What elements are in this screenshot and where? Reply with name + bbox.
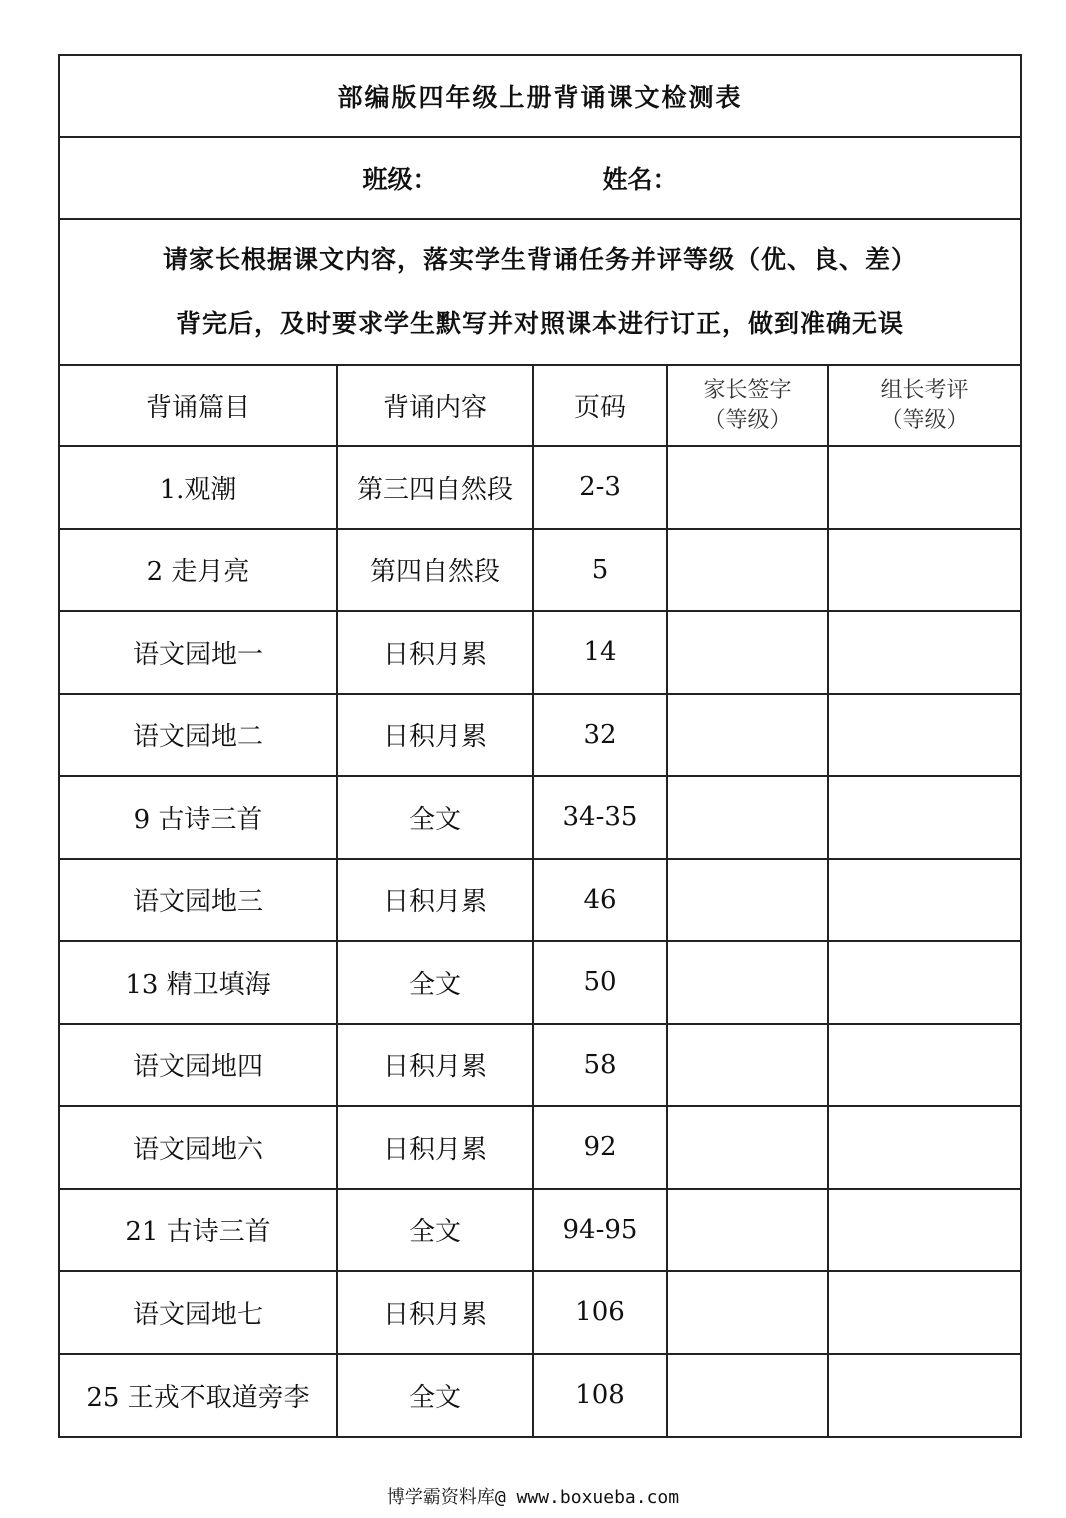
cell-page: 108 (533, 1354, 667, 1437)
table-row (60, 776, 1020, 859)
cell-page: 14 (533, 611, 667, 694)
cell-parent-signature[interactable] (667, 1106, 828, 1189)
cell-title: 21 古诗三首 (60, 1189, 337, 1272)
cell-leader-evaluation[interactable] (828, 529, 1020, 612)
cell-page: 34-35 (533, 776, 667, 859)
cell-page: 94-95 (533, 1189, 667, 1272)
cell-content: 全文 (337, 1189, 533, 1272)
cell-leader-evaluation[interactable] (828, 1024, 1020, 1107)
student-info-row (60, 138, 1020, 220)
cell-title: 语文园地三 (60, 859, 337, 942)
cell-title: 1.观潮 (60, 446, 337, 529)
cell-title: 语文园地二 (60, 694, 337, 777)
table-row (60, 694, 1020, 777)
cell-content: 日积月累 (337, 611, 533, 694)
class-label: 班级： (362, 165, 438, 194)
header-parent-signature (667, 366, 828, 446)
cell-page: 50 (533, 941, 667, 1024)
cell-page: 46 (533, 859, 667, 942)
header-leader-evaluation (828, 366, 1020, 446)
cell-parent-signature[interactable] (667, 1189, 828, 1272)
cell-parent-signature[interactable] (667, 776, 828, 859)
cell-parent-signature[interactable] (667, 1354, 828, 1437)
cell-parent-signature[interactable] (667, 1271, 828, 1354)
header-leader-sub: （等级） (880, 407, 969, 433)
recitation-table (60, 366, 1020, 1436)
cell-title: 9 古诗三首 (60, 776, 337, 859)
cell-page: 32 (533, 694, 667, 777)
cell-title: 2 走月亮 (60, 529, 337, 612)
notice-line-2: 背完后，及时要求学生默写并对照课本进行订正，做到准确无误 (175, 309, 904, 338)
cell-leader-evaluation[interactable] (828, 859, 1020, 942)
cell-content: 全文 (337, 941, 533, 1024)
cell-leader-evaluation[interactable] (828, 694, 1020, 777)
table-row (60, 611, 1020, 694)
cell-leader-evaluation[interactable] (828, 446, 1020, 529)
table-header-row (60, 366, 1020, 446)
cell-parent-signature[interactable] (667, 1024, 828, 1107)
cell-leader-evaluation[interactable] (828, 941, 1020, 1024)
header-parent-sub: （等级） (703, 407, 792, 433)
table-row (60, 529, 1020, 612)
cell-title: 语文园地七 (60, 1271, 337, 1354)
cell-leader-evaluation[interactable] (828, 1354, 1020, 1437)
table-row (60, 1106, 1020, 1189)
notice-line-1: 请家长根据课文内容，落实学生背诵任务并评等级（优、良、差） (162, 245, 917, 274)
cell-parent-signature[interactable] (667, 529, 828, 612)
cell-title: 25 王戎不取道旁李 (60, 1354, 337, 1437)
cell-page: 5 (533, 529, 667, 612)
cell-title: 语文园地一 (60, 611, 337, 694)
cell-leader-evaluation[interactable] (828, 611, 1020, 694)
cell-content: 日积月累 (337, 1271, 533, 1354)
table-row (60, 1024, 1020, 1107)
header-page: 页码 (533, 366, 667, 446)
table-row (60, 859, 1020, 942)
cell-leader-evaluation[interactable] (828, 1189, 1020, 1272)
cell-title: 13 精卫填海 (60, 941, 337, 1024)
cell-title: 语文园地六 (60, 1106, 337, 1189)
cell-parent-signature[interactable] (667, 694, 828, 777)
cell-content: 日积月累 (337, 1024, 533, 1107)
cell-content: 日积月累 (337, 694, 533, 777)
table-row (60, 446, 1020, 529)
recitation-check-sheet (58, 54, 1022, 1438)
cell-parent-signature[interactable] (667, 611, 828, 694)
cell-page: 2-3 (533, 446, 667, 529)
cell-content: 第四自然段 (337, 529, 533, 612)
header-content: 背诵内容 (337, 366, 533, 446)
cell-content: 全文 (337, 776, 533, 859)
table-row (60, 1354, 1020, 1437)
cell-parent-signature[interactable] (667, 859, 828, 942)
cell-content: 全文 (337, 1354, 533, 1437)
cell-leader-evaluation[interactable] (828, 776, 1020, 859)
header-title: 背诵篇目 (60, 366, 337, 446)
cell-title: 语文园地四 (60, 1024, 337, 1107)
cell-content: 日积月累 (337, 1106, 533, 1189)
table-row (60, 1271, 1020, 1354)
cell-parent-signature[interactable] (667, 941, 828, 1024)
table-row (60, 941, 1020, 1024)
cell-leader-evaluation[interactable] (828, 1271, 1020, 1354)
cell-page: 58 (533, 1024, 667, 1107)
cell-content: 第三四自然段 (337, 446, 533, 529)
name-label: 姓名： (602, 165, 678, 194)
cell-page: 106 (533, 1271, 667, 1354)
cell-page: 92 (533, 1106, 667, 1189)
footer-source: 博学霸资料库@ www.boxueba.com (386, 1487, 680, 1508)
header-parent-main: 家长签字 (703, 377, 792, 403)
cell-leader-evaluation[interactable] (828, 1106, 1020, 1189)
cell-parent-signature[interactable] (667, 446, 828, 529)
header-leader-main: 组长考评 (880, 377, 969, 403)
table-row (60, 1189, 1020, 1272)
cell-content: 日积月累 (337, 859, 533, 942)
sheet-title: 部编版四年级上册背诵课文检测表 (60, 56, 1020, 138)
parent-notice (60, 220, 1020, 366)
